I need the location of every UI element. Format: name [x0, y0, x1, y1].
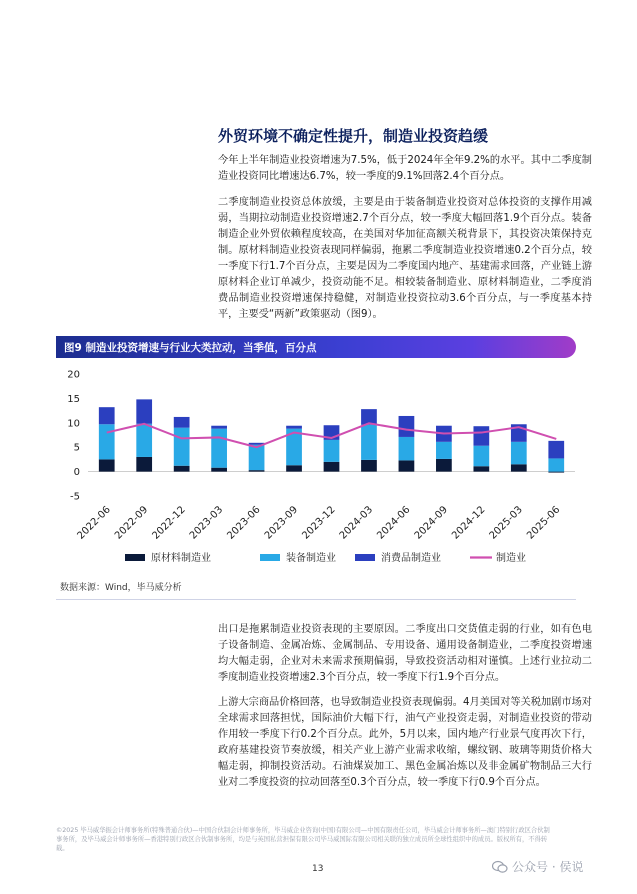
bar-segment: [548, 458, 564, 471]
bar-segment: [324, 440, 340, 462]
paragraph-investment-slowdown: 二季度制造业投资总体放缓，主要是由于装备制造业投资对总体投资的支撑作用减弱，当期拉动制造业投资增速2.7个百分点，较一季度大幅回落1.9个百分点。装备制造企业外贸依赖程度较高，在美国对华加征高额关税背景下，其投资决策保持克制。原材料制造业投资表现同样偏弱，拖累二季度制造业投资增速0.2个百分点，较一季度下行1.7个百分点，主要是因为二季度国内地产、基建需求回落，产业链上游原材料企业订单减少，投资动能不足。相较装备制造业、原材料制造业，二季度消费品制造业投资增速保持稳健，对制造业投资拉动3.6个百分点，与一季度基本持平，主要受“两新”政策驱动（图9）。: [218, 197, 592, 320]
bar-segment: [436, 459, 452, 472]
bar-segment: [174, 466, 190, 472]
bar-segment: [399, 460, 415, 471]
x-tick-label: 2024-03: [337, 504, 376, 542]
footer-fine-print: ©2025 毕马威华振会计师事务所(特殊普通合伙)—中国合伙制会计师事务所，毕马威企业咨询(中国)有限公司—中国有限责任公司，毕马威会计师事务所—澳门特别行政区合伙制事务所，及毕马威会计师事务所—香港特别行政区合伙制事务所，均是与英国私营担保有限公司毕马威国际有限公司相关联的独立成员所全球性组织中的成员。版权所有，不得转载。: [56, 827, 550, 852]
page-number: 13: [312, 864, 324, 874]
figure-title: 图9 制造业投资增速与行业大类拉动，当季值，百分点: [64, 342, 317, 354]
y-tick-label: 15: [67, 393, 80, 405]
x-tick-label: 2025-03: [487, 504, 525, 542]
paragraph-upstream-prices: 上游大宗商品价格回落，也导致制造业投资表现偏弱。4月美国对等关税加剧市场对全球需求回落担忧，国际油价大幅下行，油气产业投资走弱，对制造业投资的带动作用较一季度下行0.2个百分点。此外，5月以来，国内地产行业景气度再次下行，政府基建投资节奏放缓，相关产业上游产业需求收缩，螺纹钢、玻璃等期货价格大幅走弱，抑制投资活动。石油煤炭加工、黑色金属冶炼以及非金属矿物制品三大行业对二季度投资的拉动回落至0.3个百分点，较一季度下行0.9个百分点。: [218, 697, 592, 788]
y-tick-label: 0: [73, 467, 80, 479]
bar-segment: [211, 426, 227, 429]
bar-segment: [99, 407, 115, 424]
bar-segment: [249, 470, 265, 471]
wechat-watermark: [492, 858, 583, 875]
x-tick-label: 2023-09: [262, 504, 301, 542]
x-tick-label: 2023-03: [187, 504, 226, 542]
bar-segment: [473, 466, 489, 471]
x-tick-label: 2025-06: [525, 504, 563, 542]
bar-segment: [99, 424, 115, 459]
bar-segment: [511, 464, 527, 471]
bar-segment: [211, 468, 227, 472]
paragraph-export-drag: 出口是拖累制造业投资表现的主要原因。二季度出口交货值走弱的行业，如有色电子设备制造、金属冶炼、金属制品、专用设备、通用设备制造业，二季度投资增速均大幅走弱，企业对未来需求预期偏弱，导致投资活动相对谨慎。上述行业拉动二季度制造业投资增速2.3个百分点，较一季度下行1.9个百分点。: [218, 624, 592, 683]
bar-segment: [174, 417, 190, 428]
bar-segment: [249, 445, 265, 470]
y-tick-label: -5: [70, 491, 80, 503]
bar-segment: [473, 426, 489, 446]
stacked-bar-line-chart: [50, 362, 580, 577]
y-tick-label: 5: [73, 442, 80, 454]
paragraph-h1-summary: 今年上半年制造业投资增速为7.5%，低于2024年全年9.2%的水平。其中二季度制造业投资同比增速达6.7%，较一季度的9.1%回落2.4个百分点。: [218, 155, 592, 182]
y-tick-label: 20: [67, 369, 80, 381]
legend-label: 消费品制造业: [381, 553, 441, 564]
bar-segment: [286, 426, 302, 429]
x-tick-label: 2022-12: [150, 504, 188, 542]
figure-title-banner: [56, 336, 576, 358]
legend-swatch: [260, 554, 280, 561]
data-source: 数据来源：Wind，毕马威分析: [60, 583, 182, 593]
bar-segment: [511, 442, 527, 464]
legend-swatch: [125, 554, 145, 561]
bar-segment: [286, 465, 302, 471]
bar-segment: [548, 472, 564, 473]
bar-segment: [324, 462, 340, 472]
section-title: 外贸环境不确定性提升，制造业投资趋缓: [218, 127, 489, 145]
legend-label: 装备制造业: [286, 553, 336, 564]
legend-label: 制造业: [496, 553, 526, 564]
x-tick-label: 2024-09: [412, 504, 451, 542]
x-tick-label: 2022-09: [112, 504, 151, 542]
bar-segment: [211, 429, 227, 468]
legend-swatch: [355, 554, 375, 561]
bar-segment: [473, 446, 489, 466]
bar-segment: [99, 459, 115, 471]
bar-segment: [174, 428, 190, 466]
bar-segment: [361, 425, 377, 460]
bar-segment: [136, 457, 152, 472]
bar-segment: [361, 460, 377, 472]
bar-segment: [399, 416, 415, 437]
wechat-icon: [492, 860, 508, 874]
bar-segment: [399, 437, 415, 460]
bar-segment: [136, 424, 152, 457]
bar-segment: [548, 441, 564, 459]
watermark-text: 公众号 · 侯说: [512, 860, 584, 874]
x-tick-label: 2023-12: [300, 504, 338, 542]
x-tick-label: 2023-06: [225, 504, 263, 542]
figure-divider: [56, 599, 576, 600]
bar-segment: [436, 442, 452, 459]
bar-segment: [136, 399, 152, 423]
legend-label: 原材料制造业: [151, 553, 211, 564]
x-tick-label: 2024-12: [450, 504, 488, 542]
x-tick-label: 2024-06: [375, 504, 413, 542]
x-tick-label: 2022-06: [75, 504, 113, 542]
y-tick-label: 10: [67, 418, 80, 430]
